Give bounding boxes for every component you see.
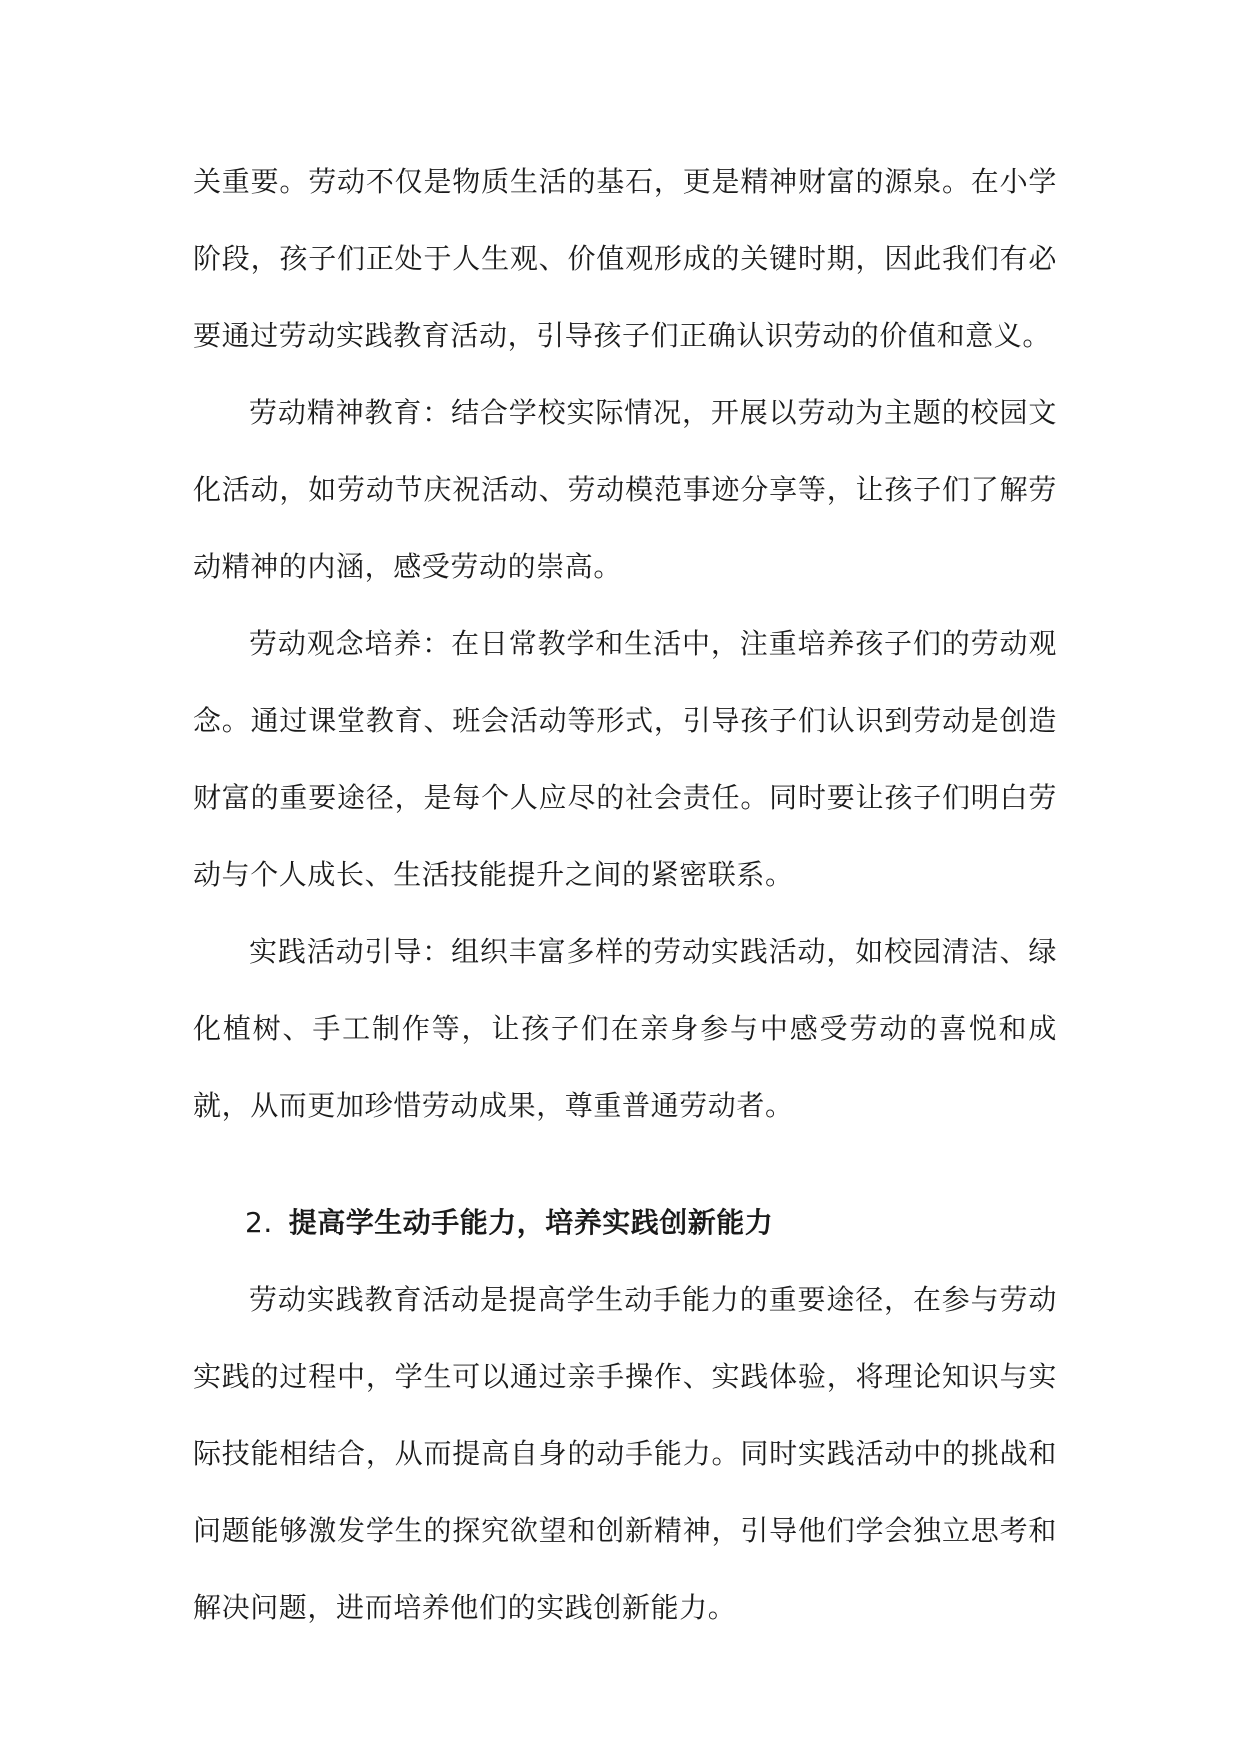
paragraph-continued: 关重要。劳动不仅是物质生活的基石，更是精神财富的源泉。在小学阶段，孩子们正处于人生观、价值观形成的关键时期，因此我们有必要通过劳动实践教育活动，引导孩子们正确认识劳动的价值和意义。 bbox=[193, 165, 1057, 352]
paragraph-labor-spirit: 劳动精神教育：结合学校实际情况，开展以劳动为主题的校园文化活动，如劳动节庆祝活动、劳动模范事迹分享等，让孩子们了解劳动精神的内涵，感受劳动的崇高。 bbox=[193, 396, 1057, 583]
section-heading bbox=[193, 1184, 1057, 1261]
paragraph-practice-guidance: 实践活动引导：组织丰富多样的劳动实践活动，如校园清洁、绿化植树、手工制作等，让孩子们在亲身参与中感受劳动的喜悦和成就，从而更加珍惜劳动成果，尊重普通劳动者。 bbox=[193, 935, 1057, 1122]
section-title: 提高学生动手能力，培养实践创新能力 bbox=[288, 1206, 774, 1239]
paragraph-hands-on: 劳动实践教育活动是提高学生动手能力的重要途径，在参与劳动实践的过程中，学生可以通过亲手操作、实践体验，将理论知识与实际技能相结合，从而提高自身的动手能力。同时实践活动中的挑战和问题能够激发学生的探究欲望和创新精神，引导他们学会独立思考和解决问题，进而培养他们的实践创新能力。 bbox=[193, 1283, 1057, 1624]
document-page bbox=[193, 143, 1057, 1646]
paragraph-labor-concept: 劳动观念培养：在日常教学和生活中，注重培养孩子们的劳动观念。通过课堂教育、班会活动等形式，引导孩子们认识到劳动是创造财富的重要途径，是每个人应尽的社会责任。同时要让孩子们明白劳动与个人成长、生活技能提升之间的紧密联系。 bbox=[193, 627, 1057, 891]
section-number: 2. bbox=[245, 1206, 273, 1239]
